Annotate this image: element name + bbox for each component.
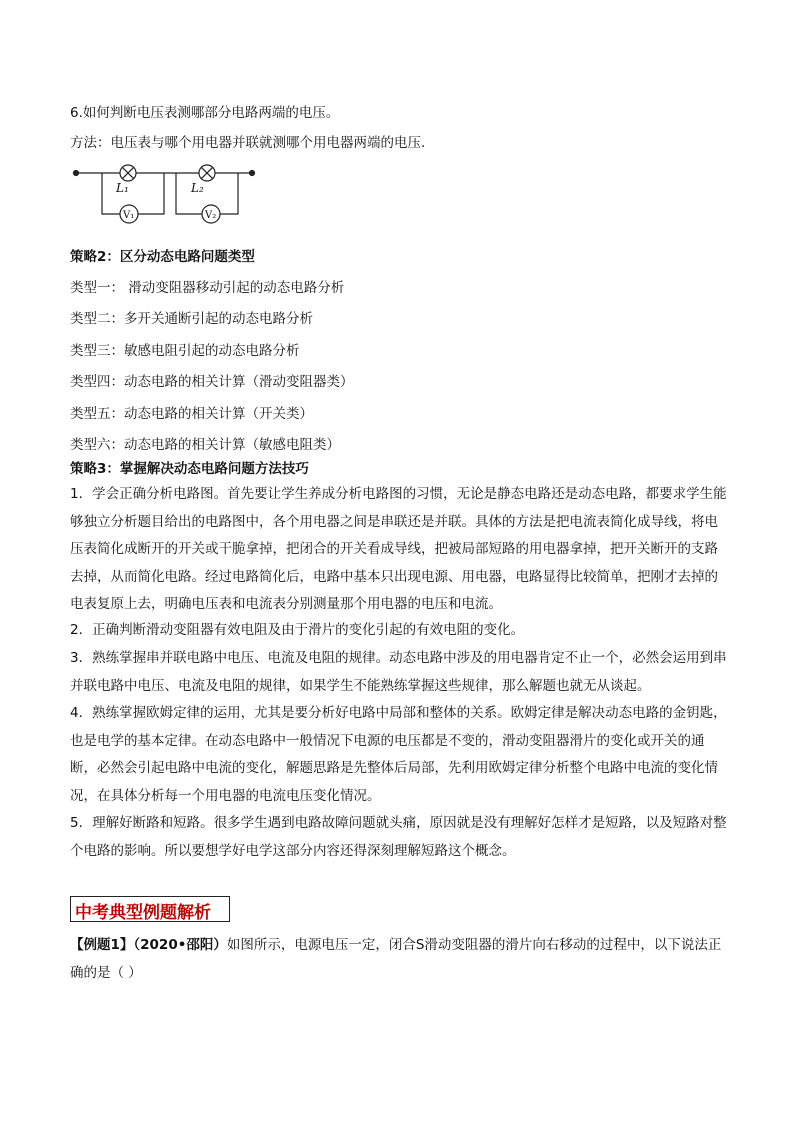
terminal-right [250,171,255,176]
section-heading-box [70,896,230,922]
method-item-1: 1．学会正确分析电路图。首先要让学生养成分析电路图的习惯，无论是静态电路还是动态电路，都要求学生能够独立分析题目给出的电路图中，各个用电器之间是串联还是并联。具体的方法是把电流表简化成导线，将电压表简化成断开的开关或干脆拿掉，把闭合的开关看成导线，把被局部短路的用电器拿掉，把开关断开的支路去掉，从而简化电路。经过电路简化后，电路中基本只出现电源、用电器，电路显得比较简单，把刚才去掉的电表复原上去，明确电压表和电流表分别测量那个用电器的电压和电流。 [70,486,727,612]
method-item-2: 2．正确判断滑动变阻器有效电阻及由于滑片的变化引起的有效电阻的变化。 [70,622,525,638]
method-item-3: 3．熟练掌握串并联电路中电压、电流及电阻的规律。动态电路中涉及的用电器肯定不止一个，必然会运用到串并联电路中电压、电流及电阻的规律，如果学生不能熟练掌握这些规律，那么解题也就无从谈起。 [70,650,727,694]
lamp-l2-icon [199,165,215,181]
type-item: 类型四：动态电路的相关计算（滑动变阻器类） [70,374,354,390]
example-1-text: 如图所示，电源电压一定，闭合S滑动变阻器的滑片向右移动的过程中，以下说法正确的是（ ） [70,937,722,981]
method-item-4: 4．熟练掌握欧姆定律的运用，尤其是要分析好电路中局部和整体的关系。欧姆定律是解决动态电路的金钥匙，也是电学的基本定律。在动态电路中一般情况下电源的电压都是不变的，滑动变阻器滑片的变化或开关的通断，必然会引起电路中电流的变化，解题思路是先整体后局部，先利用欧姆定律分析整个电路中电流的变化情况，在具体分析每一个用电器的电流电压变化情况。 [70,705,727,804]
lamp-l1-icon [120,165,136,181]
lamp-l2-label: L₂ [191,181,204,195]
type-item: 类型五：动态电路的相关计算（开关类） [70,406,313,422]
method-item-5: 5．理解好断路和短路。很多学生遇到电路故障问题就头痛，原因就是没有理解好怎样才是短路，以及短路对整个电路的影响。所以要想学好电学这部分内容还得深刻理解短路这个概念。 [70,815,727,859]
terminal-left [74,171,79,176]
lamp-l1-label: L₁ [116,181,129,195]
voltmeter-v1-label: V₁ [123,210,135,221]
type-item: 类型六：动态电路的相关计算（敏感电阻类） [70,437,340,453]
section-heading: 中考典型例题解析 [75,903,211,923]
type-item: 类型一： 滑动变阻器移动引起的动态电路分析 [70,280,345,296]
strategy3-title: 策略3：掌握解决动态电路问题方法技巧 [70,461,309,477]
q6-title: 6.如何判断电压表测哪部分电路两端的电压。 [70,105,340,121]
type-item: 类型二：多开关通断引起的动态电路分析 [70,311,313,327]
circuit-diagram [70,155,270,235]
voltmeter-v2-label: V₂ [205,210,217,221]
example-1 [70,932,730,987]
q6-method: 方法：电压表与哪个用电器并联就测哪个用电器两端的电压. [70,135,426,151]
example-1-label: 【例题1】（2020•邵阳） [70,937,227,953]
type-item: 类型三：敏感电阻引起的动态电路分析 [70,343,300,359]
strategy2-title: 策略2：区分动态电路问题类型 [70,249,255,265]
